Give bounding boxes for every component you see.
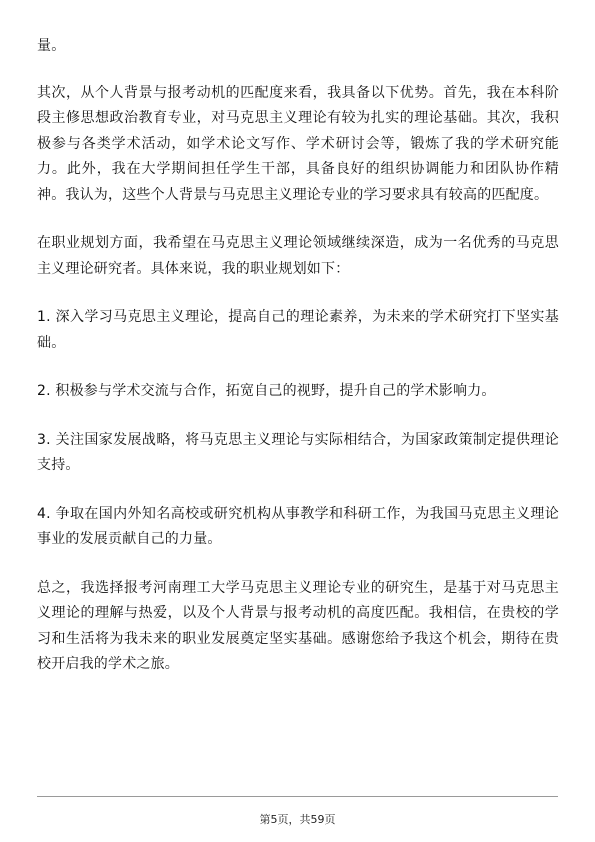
- paragraph-career-plan-intro: 在职业规划方面，我希望在马克思主义理论领域继续深造，成为一名优秀的马克思主义理论研究者。具体来说，我的职业规划如下：: [37, 235, 559, 277]
- footer-divider: [37, 796, 558, 797]
- paragraph-personal-background: 其次，从个人背景与报考动机的匹配度来看，我具备以下优势。首先，我在本科阶段主修思想政治教育专业，对马克思主义理论有较为扎实的理论基础。其次，我积极参与各类学术活动，如学术论文写作、学术研讨会等，锻炼了我的学术研究能力。此外，我在大学期间担任学生干部，具备良好的组织协调能力和团队协作精神。我认为，这些个人背景与马克思主义理论专业的学习要求具有较高的匹配度。: [37, 84, 559, 203]
- document-body: [37, 34, 559, 701]
- list-item-plan-2: 2. 积极参与学术交流与合作，拓宽自己的视野，提升自己的学术影响力。: [37, 383, 496, 399]
- list-item-plan-1: 1. 深入学习马克思主义理论，提高自己的理论素养，为未来的学术研究打下坚实基础。: [37, 309, 559, 351]
- paragraph-continuation: 量。: [37, 38, 66, 54]
- page-number: 第5页，共59页: [259, 813, 336, 826]
- paragraph-conclusion: 总之，我选择报考河南理工大学马克思主义理论专业的研究生，是基于对马克思主义理论的理解与热爱，以及个人背景与报考动机的高度匹配。我相信，在贵校的学习和生活将为我未来的职业发展奠定坚实基础。感谢您给予我这个机会，期待在贵校开启我的学术之旅。: [37, 579, 559, 672]
- list-item-plan-3: 3. 关注国家发展战略，将马克思主义理论与实际相结合，为国家政策制定提供理论支持。: [37, 431, 559, 473]
- list-item-plan-4: 4. 争取在国内外知名高校或研究机构从事教学和科研工作，为我国马克思主义理论事业的发展贡献自己的力量。: [37, 505, 559, 547]
